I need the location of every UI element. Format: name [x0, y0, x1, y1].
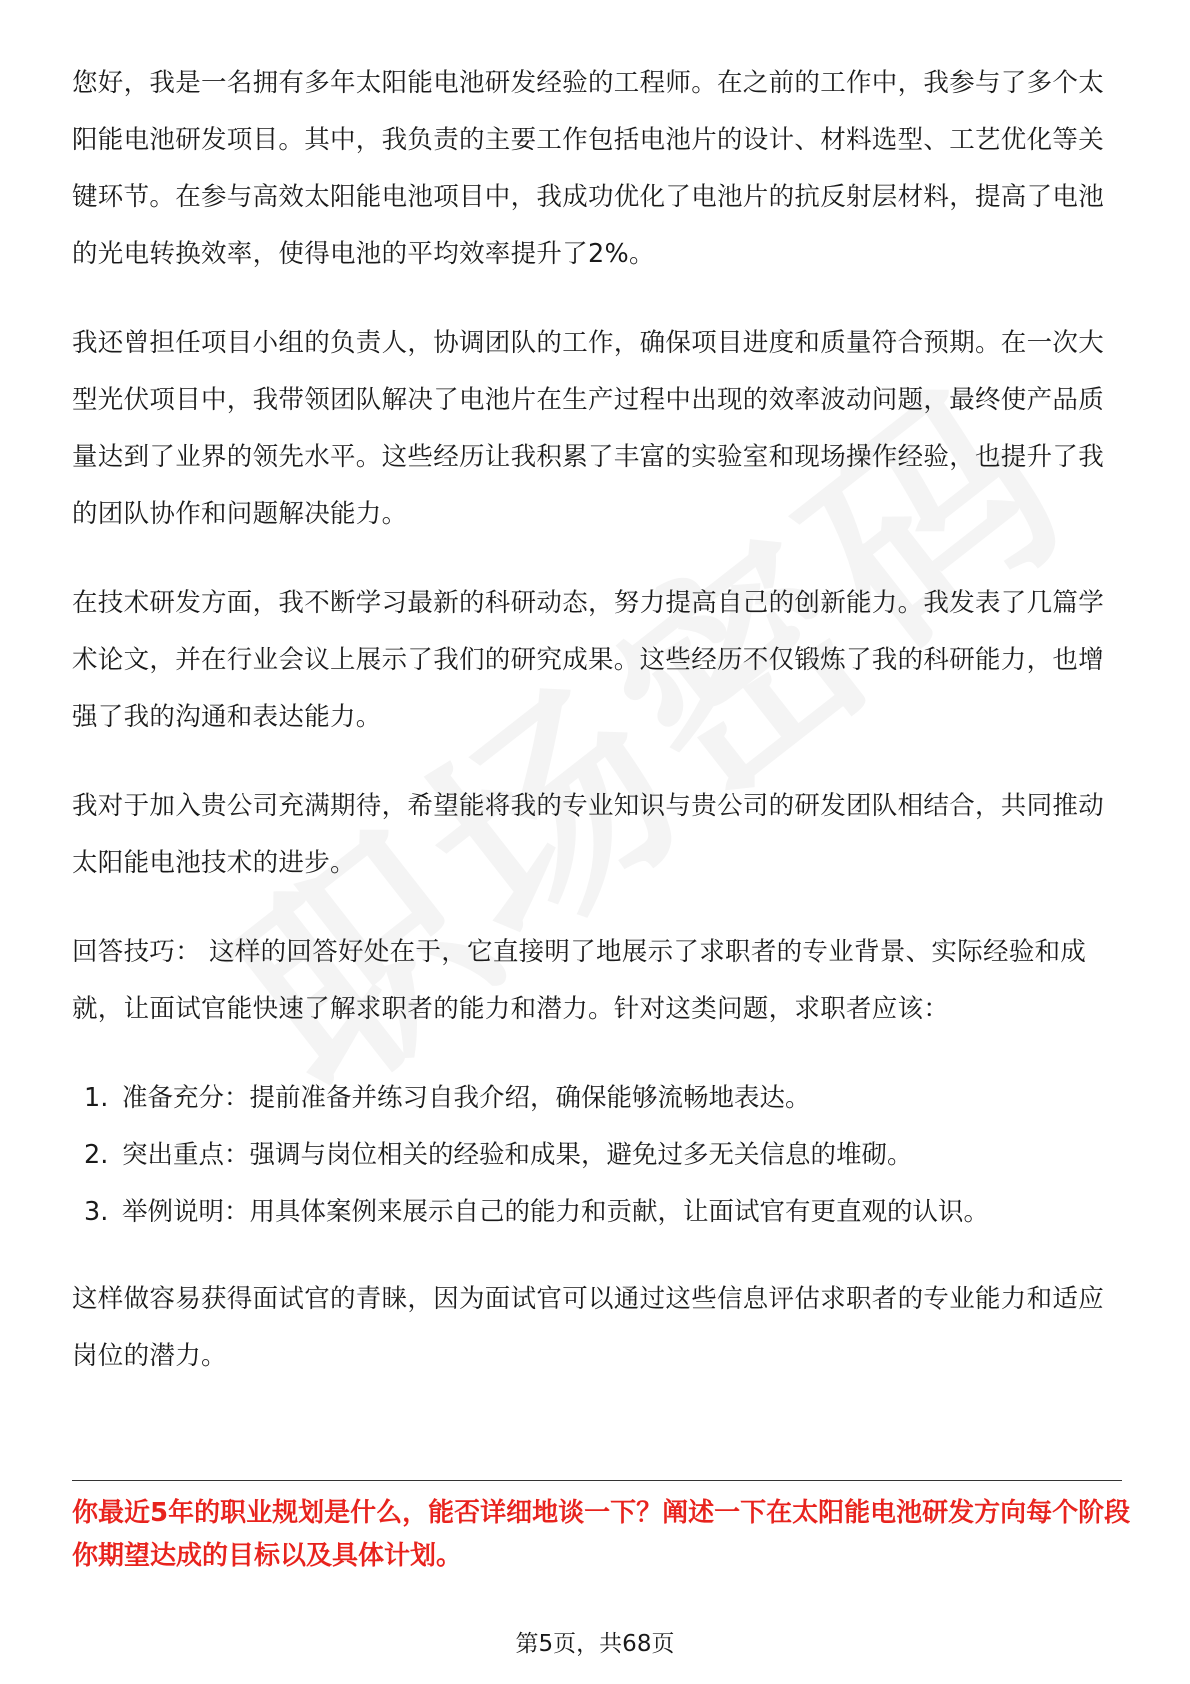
answer-paragraph-1: 您好，我是一名拥有多年太阳能电池研发经验的工程师。在之前的工作中，我参与了多个太阳能电池研发项目。其中，我负责的主要工作包括电池片的设计、材料选型、工艺优化等关键环节。在参与高效太阳能电池项目中，我成功优化了电池片的抗反射层材料，提高了电池的光电转换效率，使得电池的平均效率提升了2%。 [72, 68, 1105, 269]
tips-label: 回答技巧： [72, 937, 202, 967]
list-item [72, 1184, 1122, 1241]
answer-paragraph-2: 我还曾担任项目小组的负责人，协调团队的工作，确保项目进度和质量符合预期。在一次大型光伏项目中，我带领团队解决了电池片在生产过程中出现的效率波动问题，最终使产品质量达到了业界的领先水平。这些经历让我积累了丰富的实验室和现场操作经验，也提升了我的团队协作和问题解决能力。 [72, 328, 1105, 529]
list-item-text: 准备充分：提前准备并练习自我介绍，确保能够流畅地表达。 [122, 1083, 811, 1113]
list-item-number: 3. [84, 1197, 109, 1227]
list-item [72, 1127, 1122, 1184]
tips-list [72, 1070, 1122, 1241]
list-item [72, 1070, 1122, 1127]
list-item-number: 1. [84, 1083, 109, 1113]
tips-paragraph [72, 924, 1122, 1038]
answer-paragraph-4: 我对于加入贵公司充满期待，希望能将我的专业知识与贵公司的研发团队相结合，共同推动太阳能电池技术的进步。 [72, 791, 1105, 878]
section-divider [72, 1480, 1122, 1481]
conclusion-paragraph: 这样做容易获得面试官的青睐，因为面试官可以通过这些信息评估求职者的专业能力和适应岗位的潜力。 [72, 1284, 1105, 1371]
answer-paragraph-3: 在技术研发方面，我不断学习最新的科研动态，努力提高自己的创新能力。我发表了几篇学术论文，并在行业会议上展示了我们的研究成果。这些经历不仅锻炼了我的科研能力，也增强了我的沟通和表达能力。 [72, 588, 1105, 732]
tips-text: 这样的回答好处在于，它直接明了地展示了求职者的专业背景、实际经验和成就，让面试官能快速了解求职者的能力和潜力。针对这类问题，求职者应该： [72, 937, 1087, 1024]
list-item-text: 举例说明：用具体案例来展示自己的能力和贡献，让面试官有更直观的认识。 [122, 1197, 990, 1227]
next-question-heading: 你最近5年的职业规划是什么，能否详细地谈一下？阐述一下在太阳能电池研发方向每个阶段你期望达成的目标以及具体计划。 [72, 1498, 1131, 1571]
page-number: 第5页，共68页 [515, 1631, 675, 1657]
list-item-text: 突出重点：强调与岗位相关的经验和成果，避免过多无关信息的堆砌。 [122, 1140, 913, 1170]
list-item-number: 2. [84, 1140, 109, 1170]
answer-body [72, 55, 1122, 1417]
